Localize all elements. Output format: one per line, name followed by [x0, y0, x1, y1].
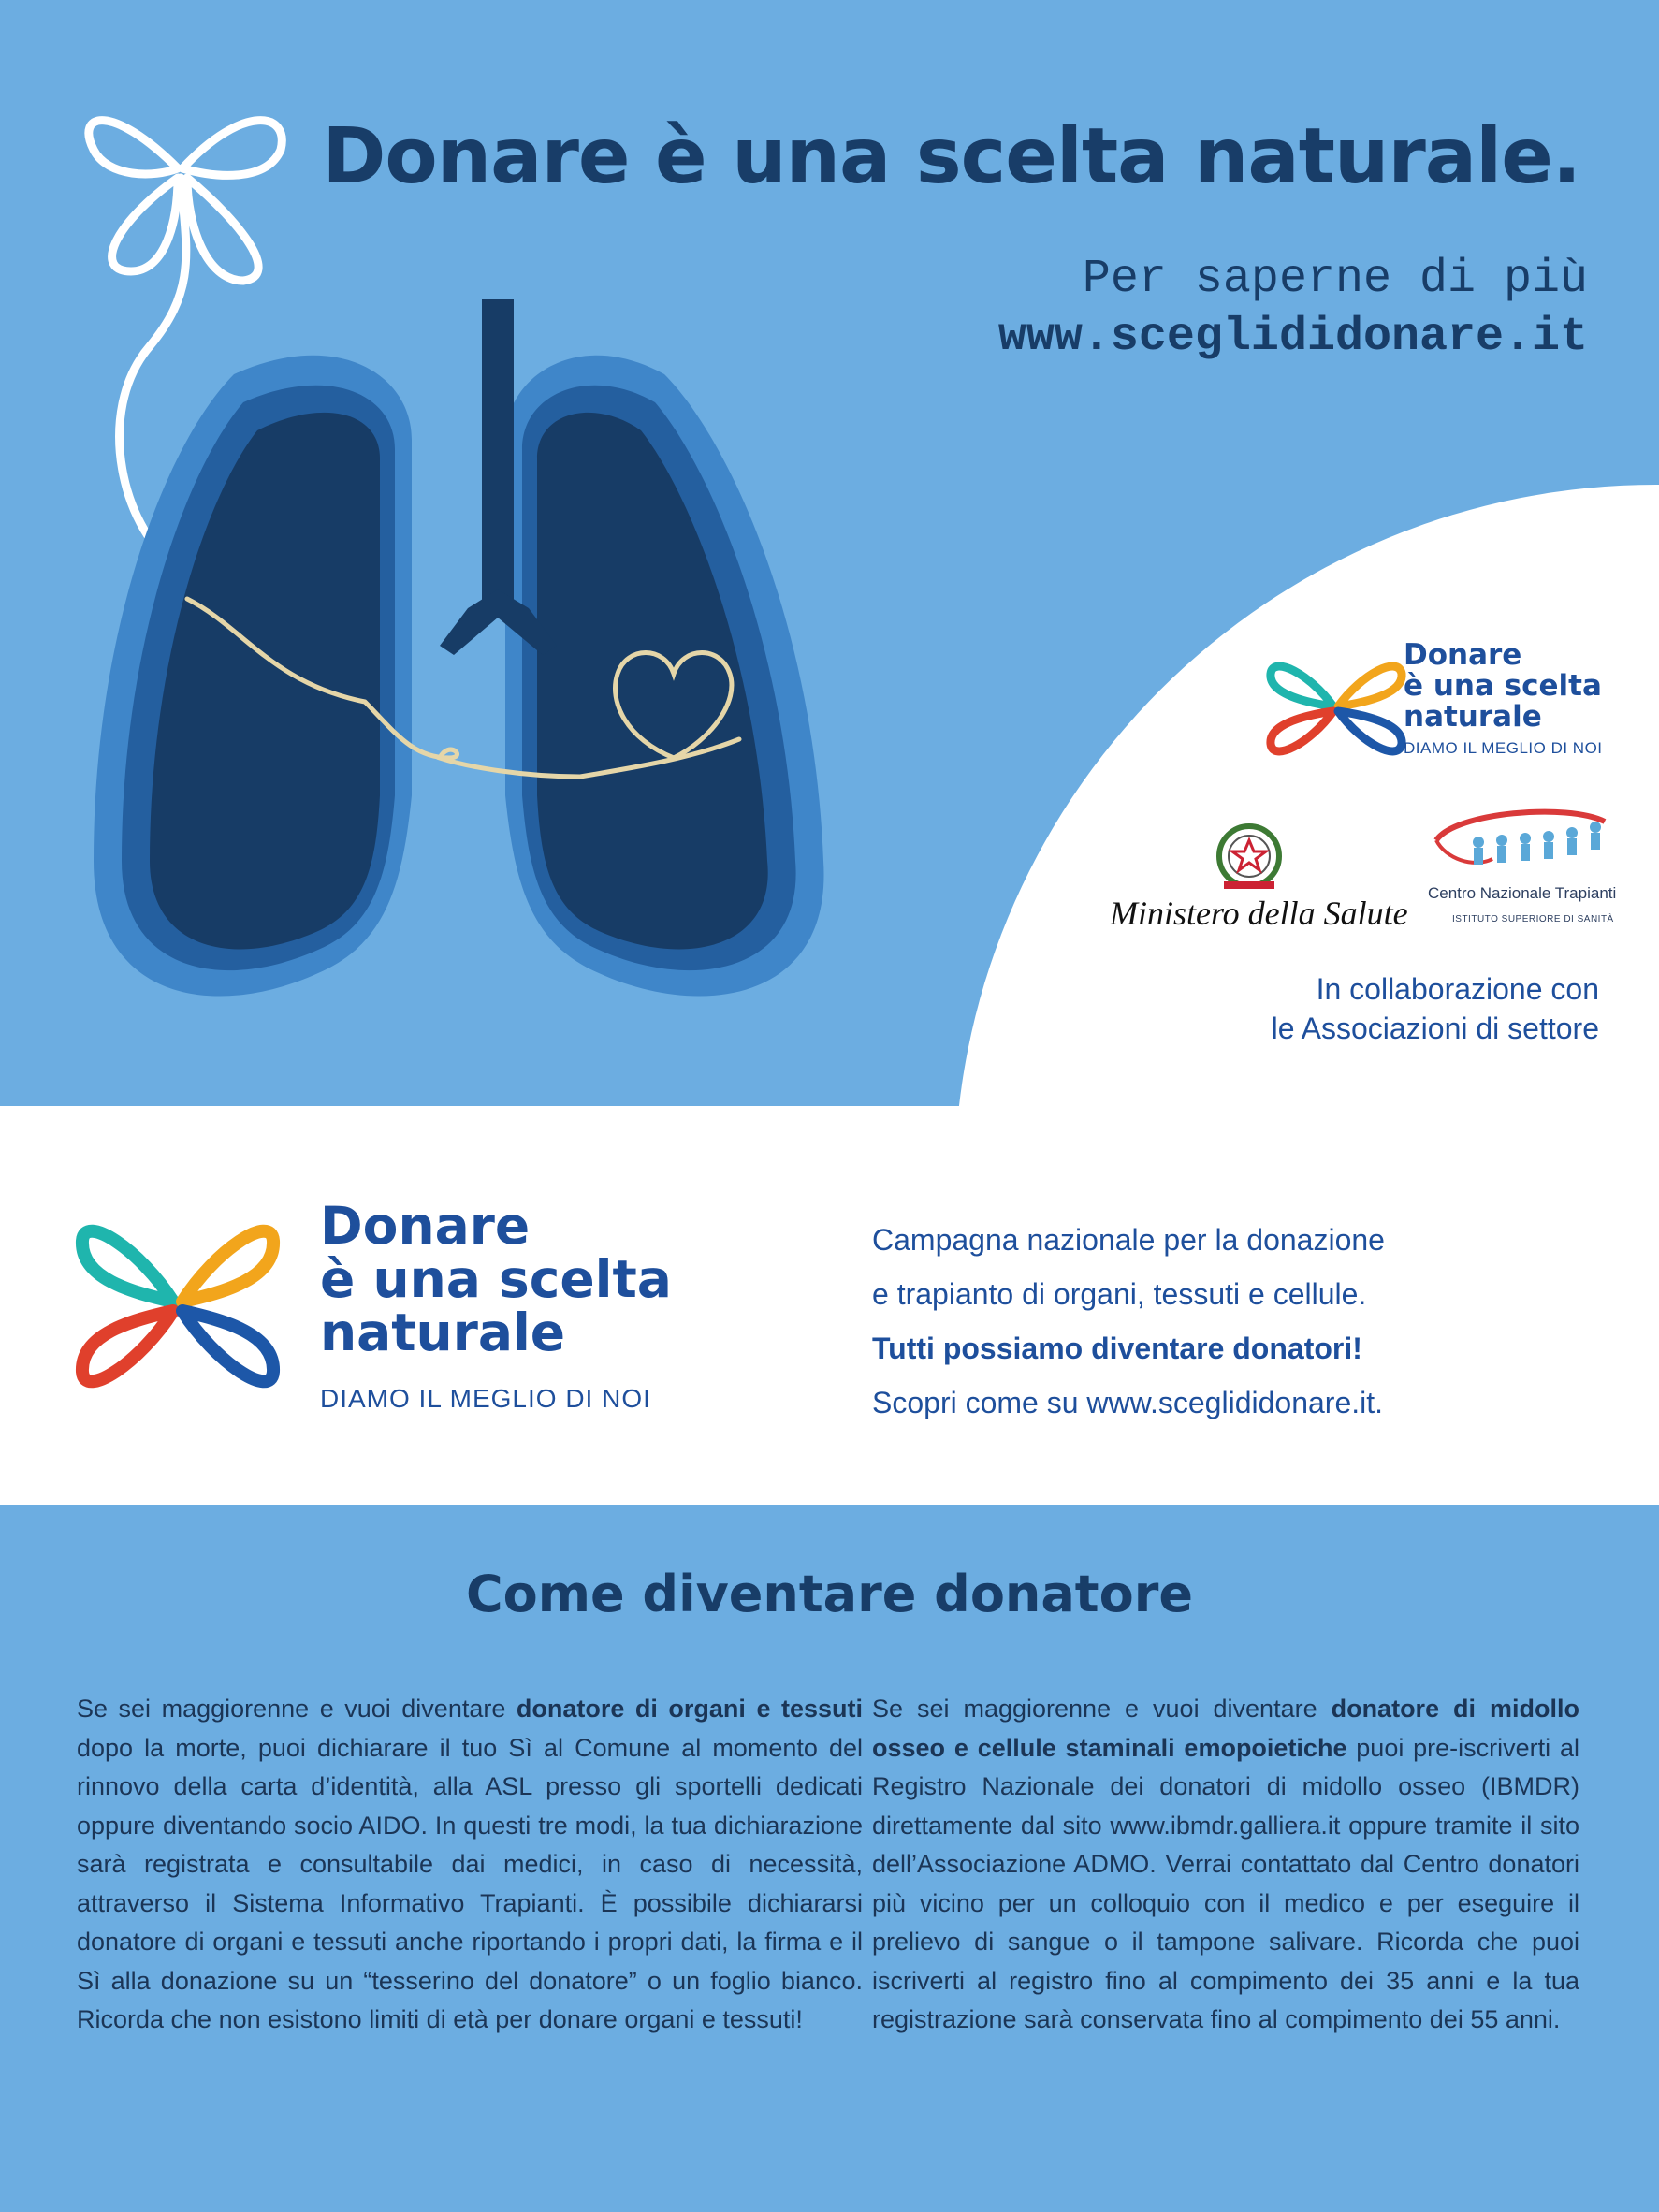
- paragraph-text: puoi pre-iscriverti al Registro Nazionale dei donatori di midollo osseo (IBMDR) direttamente dal sito www.ibmdr.galliera.it oppure tramite il sito dell’Associazione ADMO. Verrai contattato dal Centro donatori più vicino per un colloquio con il medico e per eseguire il prelievo di sangue o il tampone salivare. Ricorda che puoi iscriverti al registro fino al compimento dei 35 anni e la tua registrazione sarà conservata fino al compimento dei 55 anni.: [872, 1733, 1580, 2033]
- logo-line: è una scelta: [320, 1249, 672, 1309]
- logo-text-small: [1404, 640, 1602, 733]
- marrow-donation-paragraph: [872, 1690, 1579, 2040]
- page-title: Donare è una scelta naturale.: [322, 112, 1580, 201]
- paragraph-highlight: donatore di midollo osseo e cellule staminali emopoietiche: [872, 1695, 1579, 1762]
- organ-donation-paragraph: [77, 1690, 863, 2040]
- campaign-line: Campagna nazionale per la donazione: [872, 1223, 1385, 1257]
- logo-line: Donare: [320, 1196, 531, 1256]
- section-title: Come diventare donatore: [466, 1564, 1193, 1623]
- iss-label: ISTITUTO SUPERIORE DI SANITÀ: [1452, 914, 1614, 924]
- logo-line: naturale: [1404, 700, 1542, 734]
- paragraph-text: Se sei maggiorenne e vuoi diventare: [872, 1695, 1332, 1723]
- collab-line: le Associazioni di settore: [1271, 1011, 1599, 1045]
- logo-line: Donare: [1404, 638, 1522, 672]
- logo-line: naturale: [320, 1302, 566, 1362]
- paragraph-highlight: donatore di organi e tessuti: [516, 1695, 864, 1723]
- campaign-text: [872, 1213, 1385, 1430]
- campaign-link[interactable]: Scopri come su www.sceglididonare.it.: [872, 1386, 1384, 1419]
- campaign-highlight: Tutti possiamo diventare donatori!: [872, 1332, 1362, 1365]
- butterfly-knot-logo-large-icon: [75, 1203, 281, 1409]
- collab-line: In collaborazione con: [1316, 972, 1599, 1006]
- more-info: [998, 251, 1588, 367]
- paragraph-text: Se sei maggiorenne e vuoi diventare: [77, 1695, 517, 1723]
- collaboration-note: [1272, 969, 1599, 1048]
- logo-tagline-small: DIAMO IL MEGLIO DI NOI: [1404, 739, 1603, 757]
- website-link[interactable]: www.sceglididonare.it: [997, 311, 1588, 364]
- logo-text-large: [320, 1196, 672, 1362]
- logo-tagline-large: DIAMO IL MEGLIO DI NOI: [320, 1384, 651, 1413]
- ministero-label: Ministero della Salute: [1110, 895, 1408, 932]
- campaign-line: e trapianto di organi, tessuti e cellule.: [872, 1277, 1367, 1311]
- cnt-label: Centro Nazionale Trapianti: [1428, 884, 1617, 902]
- paragraph-text: dopo la morte, puoi dichiarare il tuo Sì al Comune al momento del rinnovo della carta d’identità, alla ASL presso gli sportelli dedicati oppure diventando socio AIDO. In questi tre modi, la tua dichiarazione sarà registrata e consultabile dai medici, in caso di necessità, attraverso il Sistema Informativo Trapianti. È possibile dichiararsi donatore di organi e tessuti anche riportando i propri dati, la firma e il Sì alla donazione su un “tesserino del donatore” o un foglio bianco. Ricorda che non esistono limiti di età per donare organi e tessuti!: [77, 1733, 863, 2033]
- logo-line: è una scelta: [1404, 669, 1602, 703]
- more-info-label: Per saperne di più: [1082, 253, 1588, 306]
